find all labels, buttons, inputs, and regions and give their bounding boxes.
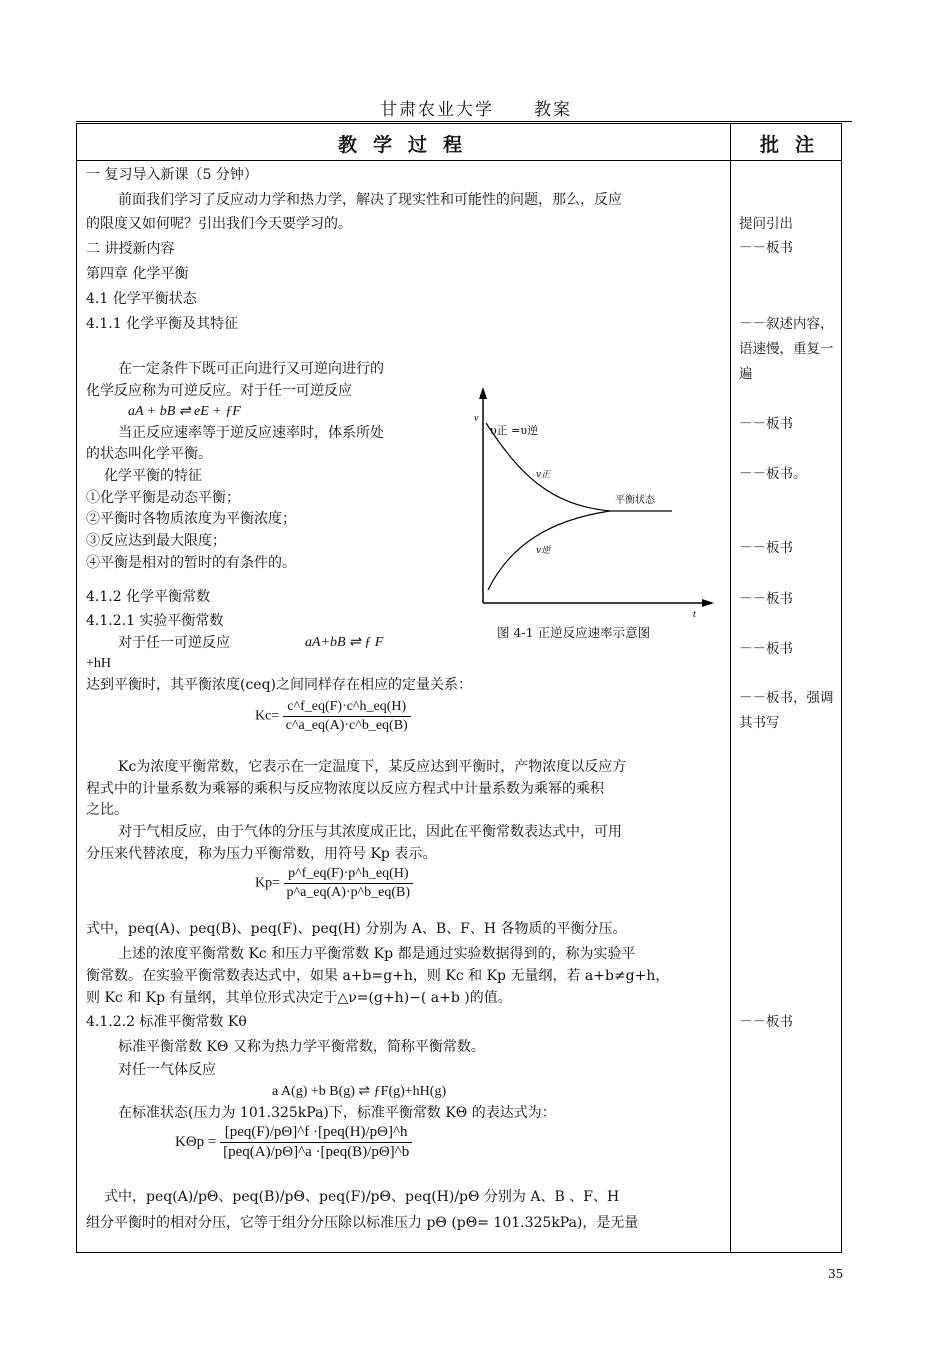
kc-formula xyxy=(255,700,411,733)
paragraph-line: 式中，peq(A)、peq(B)、peq(F)、peq(H) 分别为 A、B、F、H 各物质的平衡分压。 xyxy=(86,921,627,937)
column-header-notes: 批注 xyxy=(760,134,831,156)
heading: 化学平衡的特征 xyxy=(104,468,202,484)
kc-fraction xyxy=(283,700,411,733)
x-axis-label: t xyxy=(693,609,696,620)
figure-caption: 图 4-1 正逆反应速率示意图 xyxy=(497,625,651,640)
list-item: ①化学平衡是动态平衡； xyxy=(86,490,240,506)
paragraph-line: 组分平衡时的相对分压，它等于组分分压除以标准压力 pΘ (pΘ= 101.325kPa)，是无量 xyxy=(86,1215,639,1231)
heading: 4.1.2.2 标准平衡常数 Kθ xyxy=(86,1014,247,1030)
paragraph-line: 化学反应称为可逆反应。对于任一可逆反应 xyxy=(86,383,352,399)
heading: 4.1.2.1 实验平衡常数 xyxy=(86,613,224,629)
list-item: ②平衡时各物质浓度为平衡浓度； xyxy=(86,511,296,527)
column-divider xyxy=(730,123,731,1253)
paragraph-line: 对任一气体反应 xyxy=(118,1062,216,1078)
note: －－板书 xyxy=(739,240,793,256)
rate-time-figure xyxy=(460,385,720,645)
kp-numerator: p^f_eq(F)·p^h_eq(H) xyxy=(284,867,414,884)
forward-rate-label: v正 xyxy=(536,470,551,480)
ktheta-fraction xyxy=(220,1125,412,1160)
paragraph-line: 对于气相反应，由于气体的分压与其浓度成正比，因此在平衡常数表达式中，可用 xyxy=(118,824,622,840)
gas-reaction-equation: a A(g) +b B(g) ⇌ ƒF(g)+hH(g) xyxy=(272,1084,447,1099)
ktheta-formula xyxy=(175,1125,412,1160)
header-rule xyxy=(76,121,852,122)
note: －－板书。 xyxy=(739,466,807,482)
note: －－板书 xyxy=(739,1014,793,1030)
equilibrium-label: 平衡状态 xyxy=(615,495,655,506)
chapter-title: 第四章 化学平衡 xyxy=(86,266,189,282)
paragraph-line: 达到平衡时，其平衡浓度(ceq)之间同样存在相应的定量关系： xyxy=(86,677,473,693)
paragraph-line: 在一定条件下既可正向进行又可逆向进行的 xyxy=(118,361,384,377)
note: 提问引出 xyxy=(739,216,793,232)
note: －－板书，强调 xyxy=(739,690,834,706)
equal-rates-label: υ正 =υ逆 xyxy=(490,424,539,437)
ktheta-numerator: [peq(F)/pΘ]^f ·[peq(H)/pΘ]^h xyxy=(220,1125,412,1143)
kp-formula xyxy=(255,867,413,900)
kc-denominator: c^a_eq(A)·c^b_eq(B) xyxy=(285,718,408,733)
paragraph-line: +hH xyxy=(86,656,112,671)
doc-type: 教案 xyxy=(534,100,572,120)
note: 遍 xyxy=(739,366,753,382)
paragraph-line: 衡常数。在实验平衡常数表达式中，如果 a+b=g+h，则 Kc 和 Kp 无量纲，若 a+b≠g+h， xyxy=(86,968,670,984)
page-header xyxy=(0,95,952,120)
ktheta-denominator: [peq(A)/pΘ]^a ·[peq(B)/pΘ]^b xyxy=(223,1144,410,1160)
heading: 4.1.2 化学平衡常数 xyxy=(86,589,211,605)
y-axis-arrow xyxy=(479,387,487,399)
section-title: 一 复习导入新课（5 分钟） xyxy=(86,167,258,183)
ktheta-label: KΘp = xyxy=(175,1134,217,1150)
section-title: 二 讲授新内容 xyxy=(86,241,175,257)
note: 语速慢，重复一 xyxy=(739,341,834,357)
kp-denominator: p^a_eq(A)·p^b_eq(B) xyxy=(286,885,411,900)
heading: 4.1.1 化学平衡及其特征 xyxy=(86,316,239,332)
list-item: ④平衡是相对的暂时的有条件的。 xyxy=(86,555,296,571)
note: －－板书 xyxy=(739,641,793,657)
note: －－叙述内容， xyxy=(739,316,834,332)
reverse-rate-label: v逆 xyxy=(536,546,551,556)
reaction-equation: aA+bB ⇌ ƒ F xyxy=(305,635,384,650)
paragraph-line: Kc为浓度平衡常数，它表示在一定温度下，某反应达到平衡时，产物浓度以反应方 xyxy=(118,759,627,775)
paragraph-line: 标准平衡常数 KΘ 又称为热力学平衡常数，简称平衡常数。 xyxy=(118,1039,485,1055)
paragraph-line: 之比。 xyxy=(86,802,128,818)
paragraph-line: 的限度又如何呢？引出我们今天要学习的。 xyxy=(86,216,352,232)
page-number: 35 xyxy=(828,1267,844,1281)
school-name: 甘肃农业大学 xyxy=(380,100,494,120)
x-axis-arrow xyxy=(702,599,714,607)
header-row-divider xyxy=(76,160,842,161)
paragraph-line: 当正反应速率等于逆反应速率时，体系所处 xyxy=(118,425,384,441)
list-item: ③反应达到最大限度； xyxy=(86,533,226,549)
y-axis-label: v xyxy=(474,413,479,424)
kc-numerator: c^f_eq(F)·c^h_eq(H) xyxy=(283,700,411,717)
note: －－板书 xyxy=(739,416,793,432)
paragraph-line: 的状态叫化学平衡。 xyxy=(86,446,212,462)
note: －－板书 xyxy=(739,540,793,556)
note: 其书写 xyxy=(739,715,780,731)
kp-fraction xyxy=(284,867,414,900)
paragraph-line: 式中，peq(A)/pΘ、peq(B)/pΘ、peq(F)/pΘ、peq(H)/pΘ 分别为 A、B 、F、H xyxy=(104,1189,620,1205)
paragraph-line: 前面我们学习了反应动力学和热力学，解决了现实性和可能性的问题，那么，反应 xyxy=(118,192,622,208)
paragraph-line: 分压来代替浓度，称为压力平衡常数，用符号 Kp 表示。 xyxy=(86,846,437,862)
paragraph-line: 在标准状态(压力为 101.325kPa)下，标准平衡常数 KΘ 的表达式为： xyxy=(118,1105,556,1121)
kp-label: Kp= xyxy=(255,875,281,891)
paragraph-line: 程式中的计量系数为乘幂的乘积与反应物浓度以反应方程式中计量系数为乘幂的乘积 xyxy=(86,781,604,797)
paragraph-line: 对于任一可逆反应 xyxy=(118,635,230,651)
note: －－板书 xyxy=(739,591,793,607)
column-header-main: 教学过程 xyxy=(338,134,479,156)
reaction-equation: aA + bB ⇌ eE + ƒF xyxy=(128,404,241,419)
kc-label: Kc= xyxy=(255,708,280,724)
paragraph-line: 上述的浓度平衡常数 Kc 和压力平衡常数 Kp 都是通过实验数据得到的，称为实验平 xyxy=(118,946,636,962)
heading: 4.1 化学平衡状态 xyxy=(86,291,197,307)
paragraph-line: 则 Kc 和 Kp 有量纲，其单位形式决定于△ν=(g+h)−( a+b )的值。 xyxy=(86,990,512,1006)
